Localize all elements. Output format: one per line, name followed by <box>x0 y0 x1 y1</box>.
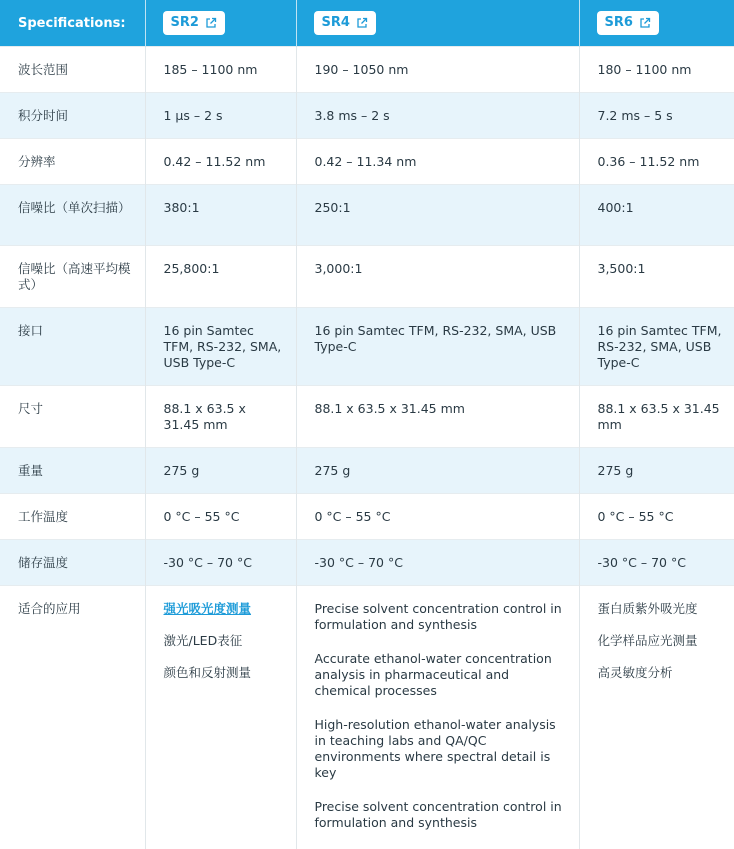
row-label: 分辨率 <box>0 139 145 185</box>
cell-value: 0 °C – 55 °C <box>145 494 296 540</box>
applications-sr2 <box>145 586 296 849</box>
cell-value: 25,800:1 <box>145 246 296 308</box>
application-item: Precise solvent concentration control in formulation and synthesis <box>315 799 569 831</box>
row-label: 信噪比（单次扫描） <box>0 185 145 246</box>
cell-value: 0.36 – 11.52 nm <box>579 139 734 185</box>
cell-value: 400:1 <box>579 185 734 246</box>
specifications-label: Specifications: <box>0 0 145 47</box>
cell-value: 185 – 1100 nm <box>145 47 296 93</box>
row-label: 尺寸 <box>0 386 145 448</box>
model-link-label: SR6 <box>605 15 633 31</box>
table-row <box>0 494 734 540</box>
cell-value: 275 g <box>145 448 296 494</box>
cell-value: -30 °C – 70 °C <box>579 540 734 586</box>
application-item: 颜色和反射测量 <box>164 665 286 681</box>
applications-sr4 <box>296 586 579 849</box>
cell-value: 380:1 <box>145 185 296 246</box>
cell-value: 190 – 1050 nm <box>296 47 579 93</box>
cell-value: 7.2 ms – 5 s <box>579 93 734 139</box>
row-label: 信噪比（高速平均模式） <box>0 246 145 308</box>
table-row <box>0 139 734 185</box>
row-label: 储存温度 <box>0 540 145 586</box>
cell-value: 88.1 x 63.5 x 31.45 mm <box>296 386 579 448</box>
cell-value: -30 °C – 70 °C <box>145 540 296 586</box>
table-row <box>0 93 734 139</box>
model-header-sr2 <box>145 0 296 47</box>
applications-sr6 <box>579 586 734 849</box>
table-row <box>0 47 734 93</box>
cell-value: 1 µs – 2 s <box>145 93 296 139</box>
applications-row <box>0 586 734 849</box>
cell-value: 250:1 <box>296 185 579 246</box>
table-row <box>0 185 734 246</box>
table-row <box>0 246 734 308</box>
row-label: 重量 <box>0 448 145 494</box>
cell-value: 180 – 1100 nm <box>579 47 734 93</box>
application-item: High-resolution ethanol-water analysis in teaching labs and QA/QC environments where spectral detail is key <box>315 717 569 781</box>
application-item: Precise solvent concentration control in formulation and synthesis <box>315 601 569 633</box>
application-item: 蛋白质紫外吸光度 <box>598 601 729 617</box>
row-label: 积分时间 <box>0 93 145 139</box>
cell-value: 0 °C – 55 °C <box>296 494 579 540</box>
cell-value: 0 °C – 55 °C <box>579 494 734 540</box>
header-row <box>0 0 734 47</box>
cell-value: 16 pin Samtec TFM, RS-232, SMA, USB Type-C <box>145 308 296 386</box>
row-label: 接口 <box>0 308 145 386</box>
table-row <box>0 448 734 494</box>
cell-value: 3.8 ms – 2 s <box>296 93 579 139</box>
cell-value: 3,500:1 <box>579 246 734 308</box>
application-item: 化学样品应光测量 <box>598 633 729 649</box>
external-link-icon <box>205 17 217 29</box>
cell-value: 0.42 – 11.52 nm <box>145 139 296 185</box>
model-header-sr4 <box>296 0 579 47</box>
model-link-label: SR4 <box>322 15 350 31</box>
application-item: 高灵敏度分析 <box>598 665 729 681</box>
cell-value: 3,000:1 <box>296 246 579 308</box>
cell-value: 275 g <box>579 448 734 494</box>
application-link-label[interactable]: 强光吸光度测量 <box>164 601 252 616</box>
model-link-sr2[interactable] <box>163 11 225 35</box>
row-label: 波长范围 <box>0 47 145 93</box>
row-label: 适合的应用 <box>0 586 145 849</box>
external-link-icon <box>356 17 368 29</box>
table-row <box>0 308 734 386</box>
cell-value: 16 pin Samtec TFM, RS-232, SMA, USB Type-C <box>579 308 734 386</box>
table-row <box>0 540 734 586</box>
model-header-sr6 <box>579 0 734 47</box>
external-link-icon <box>639 17 651 29</box>
table-row <box>0 386 734 448</box>
cell-value: 88.1 x 63.5 x 31.45 mm <box>145 386 296 448</box>
cell-value: 88.1 x 63.5 x 31.45 mm <box>579 386 734 448</box>
application-item: Accurate ethanol-water concentration analysis in pharmaceutical and chemical processes <box>315 651 569 699</box>
model-link-label: SR2 <box>171 15 199 31</box>
row-label: 工作温度 <box>0 494 145 540</box>
application-item: 激光/LED表征 <box>164 633 286 649</box>
cell-value: -30 °C – 70 °C <box>296 540 579 586</box>
cell-value: 0.42 – 11.34 nm <box>296 139 579 185</box>
model-link-sr4[interactable] <box>314 11 376 35</box>
cell-value: 275 g <box>296 448 579 494</box>
application-link[interactable] <box>164 601 286 617</box>
cell-value: 16 pin Samtec TFM, RS-232, SMA, USB Type-C <box>296 308 579 386</box>
model-link-sr6[interactable] <box>597 11 659 35</box>
